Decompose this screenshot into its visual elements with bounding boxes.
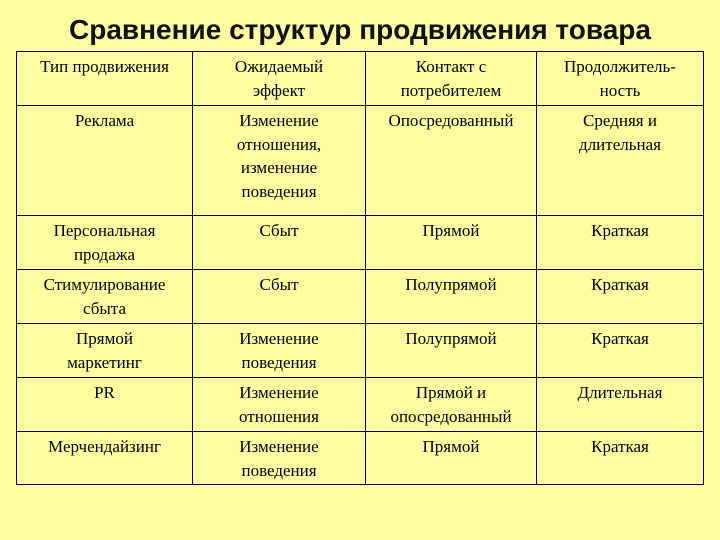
cell-expected-effect: Изменение поведения xyxy=(193,324,366,378)
table-row xyxy=(17,106,704,216)
comparison-table xyxy=(16,51,704,485)
table-row xyxy=(17,270,704,324)
cell-consumer-contact: Полупрямой xyxy=(366,270,537,324)
cell-duration: Длительная xyxy=(537,378,704,432)
table-header-row xyxy=(17,52,704,106)
cell-consumer-contact: Полупрямой xyxy=(366,324,537,378)
cell-duration: Средняя и длительная xyxy=(537,106,704,216)
cell-consumer-contact: Прямой xyxy=(366,216,537,270)
cell-promotion-type: Персональная продажа xyxy=(17,216,193,270)
cell-expected-effect: Изменение отношения, изменение поведения xyxy=(193,106,366,216)
cell-consumer-contact: Опосредованный xyxy=(366,106,537,216)
table-row xyxy=(17,324,704,378)
cell-consumer-contact: Прямой и опосредованный xyxy=(366,378,537,432)
header-promotion-type: Тип продвижения xyxy=(17,52,193,106)
slide-title: Сравнение структур продвижения товара xyxy=(69,14,651,45)
cell-expected-effect: Изменение отношения xyxy=(193,378,366,432)
cell-promotion-type: Стимулирование сбыта xyxy=(17,270,193,324)
table-row xyxy=(17,378,704,432)
cell-promotion-type: Прямой маркетинг xyxy=(17,324,193,378)
table-row xyxy=(17,216,704,270)
cell-promotion-type: Мерчендайзинг xyxy=(17,432,193,485)
cell-duration: Краткая xyxy=(537,432,704,485)
table-row xyxy=(17,432,704,485)
cell-duration: Краткая xyxy=(537,324,704,378)
cell-expected-effect: Изменение поведения xyxy=(193,432,366,485)
header-expected-effect: Ожидаемый эффект xyxy=(193,52,366,106)
header-consumer-contact: Контакт с потребителем xyxy=(366,52,537,106)
cell-consumer-contact: Прямой xyxy=(366,432,537,485)
cell-duration: Краткая xyxy=(537,216,704,270)
cell-promotion-type: PR xyxy=(17,378,193,432)
cell-expected-effect: Сбыт xyxy=(193,216,366,270)
cell-duration: Краткая xyxy=(537,270,704,324)
cell-promotion-type: Реклама xyxy=(17,106,193,216)
header-duration: Продолжитель- ность xyxy=(537,52,704,106)
cell-expected-effect: Сбыт xyxy=(193,270,366,324)
